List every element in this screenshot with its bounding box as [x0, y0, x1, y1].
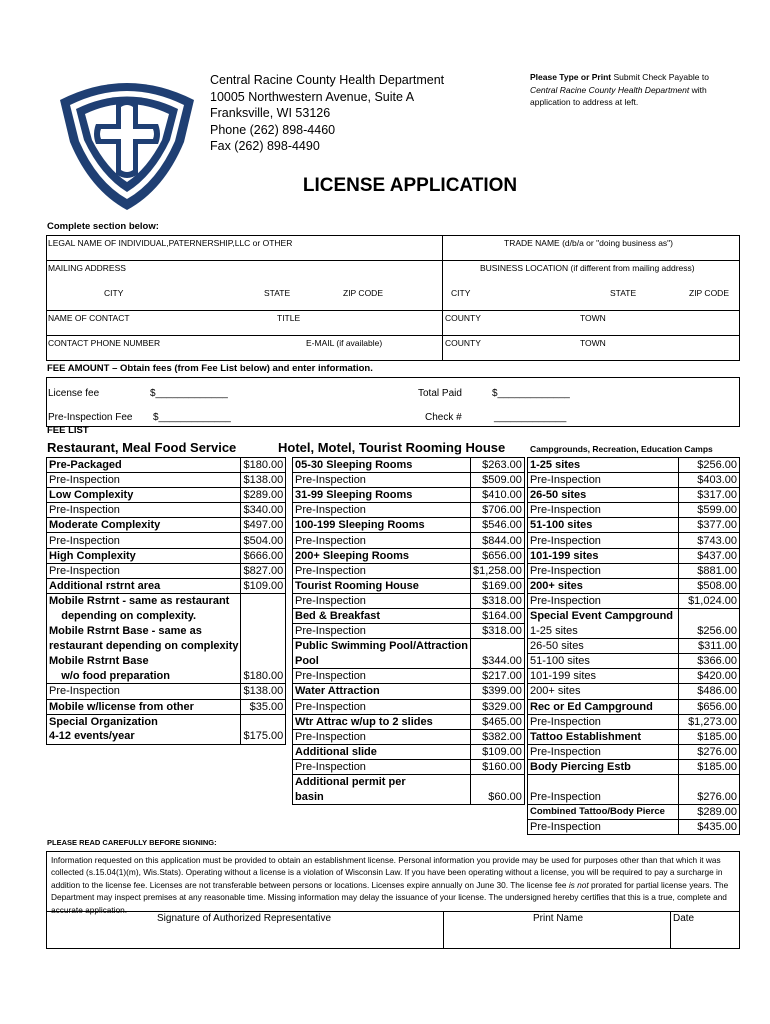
- fee-label: Tattoo Establishment: [528, 729, 679, 744]
- address-line: Central Racine County Health Department: [210, 73, 445, 87]
- fee-row: [47, 669, 286, 684]
- fee-price: $881.00: [678, 563, 739, 578]
- fee-row: [293, 654, 525, 669]
- fee-label: 101-199 sites: [528, 669, 679, 684]
- fee-row: [528, 488, 740, 503]
- fee-label: 200+ sites: [528, 578, 679, 593]
- camp-fee-table: [527, 457, 740, 835]
- fee-label: Additional slide: [293, 744, 471, 759]
- fee-price: $289.00: [241, 488, 286, 503]
- note-rest: Submit Check Payable to: [613, 72, 709, 82]
- fee-label: Pre-Inspection: [47, 533, 241, 548]
- fee-price: $318.00: [470, 593, 524, 608]
- fee-price: $138.00: [241, 473, 286, 488]
- fee-row: [528, 533, 740, 548]
- fee-row: [47, 729, 286, 744]
- fee-price: $256.00: [678, 458, 739, 473]
- fee-label: 101-199 sites: [528, 548, 679, 563]
- fee-row: [528, 805, 740, 820]
- fee-price: $497.00: [241, 518, 286, 533]
- fee-label: Additional permit per: [295, 776, 406, 789]
- fee-row: [528, 608, 740, 623]
- fee-price: [678, 608, 739, 623]
- fee-price: [241, 608, 286, 623]
- fee-price: $844.00: [470, 533, 524, 548]
- fee-price: $276.00: [678, 790, 739, 805]
- fee-price: $410.00: [470, 488, 524, 503]
- fee-row: [528, 714, 740, 729]
- fee-label: w/o food preparation: [47, 669, 241, 684]
- fee-price: [241, 654, 286, 669]
- fee-row: [528, 669, 740, 684]
- fee-label: Pre-Inspection: [293, 593, 471, 608]
- page-title: LICENSE APPLICATION: [302, 175, 518, 196]
- print-name-field[interactable]: Print Name: [533, 913, 584, 924]
- total-paid-label: Total Paid: [418, 388, 462, 399]
- fee-row: [293, 729, 525, 744]
- license-fee-input[interactable]: $_____________: [150, 388, 228, 399]
- fee-row: [293, 714, 525, 729]
- fee-label: Mobile Rstrnt - same as restaurant: [49, 595, 230, 608]
- fee-row: [47, 458, 286, 473]
- fee-row: [293, 639, 525, 654]
- fee-label: 26-50 sites: [528, 639, 679, 654]
- fee-price: $180.00: [241, 669, 286, 684]
- fee-label: 51-100 sites: [528, 654, 679, 669]
- fee-label: Pre-Inspection: [293, 473, 471, 488]
- note-italic: Central Racine County Health Department: [530, 84, 690, 95]
- fee-label: 51-100 sites: [528, 518, 679, 533]
- department-address: [210, 72, 444, 155]
- fee-price: $504.00: [241, 533, 286, 548]
- fee-price: $109.00: [470, 744, 524, 759]
- fee-row: [293, 608, 525, 623]
- fee-label: Pre-Inspection: [528, 714, 679, 729]
- fee-label: basin: [293, 790, 471, 805]
- fee-label: 200+ sites: [528, 684, 679, 699]
- note-bold: Please Type or Print: [530, 72, 612, 82]
- fee-label: Water Attraction: [293, 684, 471, 699]
- fee-price: $329.00: [470, 699, 524, 714]
- fee-amount-box: [46, 377, 740, 427]
- fee-label: Mobile Rstrnt Base - same as: [49, 625, 202, 638]
- town-field-2[interactable]: TOWN: [580, 338, 606, 348]
- fee-row: [528, 503, 740, 518]
- fee-price: $256.00: [678, 624, 739, 639]
- address-line: Fax (262) 898-4490: [210, 139, 320, 153]
- fee-price: $743.00: [678, 533, 739, 548]
- check-label: Check #: [425, 412, 462, 423]
- fee-label: Special Event Campground: [530, 610, 674, 623]
- fee-label: Tourist Rooming House: [293, 578, 471, 593]
- fee-row: [293, 488, 525, 503]
- fee-price: [470, 774, 524, 789]
- fee-row: [47, 639, 286, 654]
- fee-price: $666.00: [241, 548, 286, 563]
- signature-field[interactable]: Signature of Authorized Representative: [157, 913, 331, 924]
- fee-row: [47, 714, 286, 729]
- fee-row: [528, 473, 740, 488]
- fee-label: Pre-Inspection: [293, 669, 471, 684]
- fee-row: [293, 578, 525, 593]
- fee-row: [528, 548, 740, 563]
- fee-price: $60.00: [470, 790, 524, 805]
- fee-price: $175.00: [241, 729, 286, 744]
- fee-label: Pre-Inspection: [293, 624, 471, 639]
- legal-name-field[interactable]: LEGAL NAME OF INDIVIDUAL,PATERNERSHIP,LLC or OTHER: [48, 238, 293, 248]
- legal-text-2: prorated for partial license years. The Department may inspect premises at any reasonable time. Missing information may delay the issuance of your license. The undersigned hereby certifies that this is a true, complete and accurate application.: [51, 879, 729, 915]
- fee-label: 26-50 sites: [528, 488, 679, 503]
- fee-row: [528, 518, 740, 533]
- fee-row: [293, 790, 525, 805]
- business-state-field[interactable]: STATE: [610, 288, 637, 298]
- fee-price: $599.00: [678, 503, 739, 518]
- fee-price: $344.00: [470, 654, 524, 669]
- fee-price: $465.00: [470, 714, 524, 729]
- fee-price: $263.00: [470, 458, 524, 473]
- preinspection-fee-label: Pre-Inspection Fee: [48, 412, 133, 423]
- fee-row: [528, 654, 740, 669]
- fee-price: $509.00: [470, 473, 524, 488]
- fee-price: $435.00: [678, 820, 739, 835]
- fee-price: $340.00: [241, 503, 286, 518]
- fee-label: Bed & Breakfast: [293, 608, 471, 623]
- fee-label: Moderate Complexity: [47, 518, 241, 533]
- fee-label: High Complexity: [47, 548, 241, 563]
- legal-text-italic: is not: [568, 879, 589, 890]
- fee-label: Special Organization: [49, 715, 158, 728]
- fee-amount-heading: FEE AMOUNT – Obtain fees (from Fee List below) and enter information.: [47, 363, 373, 374]
- fee-row: [47, 518, 286, 533]
- fee-label: Pre-Inspection: [293, 699, 471, 714]
- fee-label: 4-12 events/year: [47, 729, 241, 744]
- fee-row: [47, 533, 286, 548]
- fee-label: Pre-Inspection: [528, 533, 679, 548]
- fee-row: [293, 458, 525, 473]
- fee-row: [528, 774, 740, 789]
- fee-price: $138.00: [241, 684, 286, 699]
- camp-heading: Campgrounds, Recreation, Education Camps: [530, 444, 713, 454]
- fee-row: [293, 744, 525, 759]
- contact-name-field[interactable]: NAME OF CONTACT: [48, 313, 130, 323]
- fee-label: Pre-Inspection: [47, 503, 241, 518]
- fee-price: $382.00: [470, 729, 524, 744]
- check-input[interactable]: _____________: [494, 412, 567, 423]
- fee-price: $180.00: [241, 458, 286, 473]
- fee-row: [293, 669, 525, 684]
- business-city-field[interactable]: CITY: [451, 288, 471, 298]
- fee-row: [47, 654, 286, 669]
- fee-price: $366.00: [678, 654, 739, 669]
- fee-row: [293, 593, 525, 608]
- fee-row: [47, 624, 286, 639]
- fee-price: $164.00: [470, 608, 524, 623]
- fee-row: [528, 729, 740, 744]
- fee-price: [678, 774, 739, 789]
- fee-label: 31-99 Sleeping Rooms: [293, 488, 471, 503]
- fee-row: [293, 699, 525, 714]
- fee-row: [528, 578, 740, 593]
- fee-price: $311.00: [678, 639, 739, 654]
- preinspection-fee-input[interactable]: $_____________: [153, 412, 231, 423]
- mailing-address-field[interactable]: MAILING ADDRESS: [48, 263, 126, 273]
- fee-row: [47, 503, 286, 518]
- fee-row: [528, 624, 740, 639]
- fee-label: 200+ Sleeping Rooms: [293, 548, 471, 563]
- fee-label: 1-25 sites: [528, 458, 679, 473]
- fee-price: $185.00: [678, 729, 739, 744]
- fee-price: $486.00: [678, 684, 739, 699]
- address-line: 10005 Northwestern Avenue, Suite A: [210, 89, 415, 104]
- zip-field[interactable]: ZIP CODE: [343, 288, 383, 298]
- fee-price: $546.00: [470, 518, 524, 533]
- fee-label: Pre-Inspection: [528, 593, 679, 608]
- fee-label: Pre-Inspection: [47, 563, 241, 578]
- fee-label: 100-199 Sleeping Rooms: [293, 518, 471, 533]
- fee-price: $656.00: [678, 699, 739, 714]
- email-field[interactable]: E-MAIL (if available): [306, 338, 383, 348]
- fee-price: $437.00: [678, 548, 739, 563]
- fee-label: Pre-Inspection: [528, 503, 679, 518]
- fee-price: $1,258.00: [470, 563, 524, 578]
- fee-label: Pre-Inspection: [47, 684, 241, 699]
- fee-label: Pre-Inspection: [293, 503, 471, 518]
- fee-price: $160.00: [470, 759, 524, 774]
- restaurant-heading: Restaurant, Meal Food Service: [47, 440, 237, 455]
- legal-text-1: Information requested on this application must be provided to obtain an establishment license. Personal information you provide may be used for purposes other than that which it was collected (s.15.04(1)(m), Wis.Stats). Operating without a license is a violation of Wisconsin Law. If you have been operating without a license, you will be required to pay a surcharge in addition to the license fee. Licenses are not transferable between persons or locations. Licenses expire annually on June 30. The license fee: [51, 855, 723, 890]
- fee-label: Pre-Inspection: [293, 563, 471, 578]
- fee-row: [47, 608, 286, 623]
- hotel-fee-table: [292, 457, 525, 805]
- fee-label: Pre-Packaged: [47, 458, 241, 473]
- fee-label: restaurant depending on complexity: [49, 640, 239, 653]
- county-field-2[interactable]: COUNTY: [445, 338, 481, 348]
- fee-price: $1,273.00: [678, 714, 739, 729]
- fee-price: $420.00: [678, 669, 739, 684]
- fee-label: Pre-Inspection: [293, 533, 471, 548]
- note-last: application to address at left.: [530, 97, 639, 107]
- fee-price: [470, 639, 524, 654]
- fee-label: Pre-Inspection: [293, 729, 471, 744]
- fee-row: [47, 488, 286, 503]
- fee-row: [47, 699, 286, 714]
- fee-price: $656.00: [470, 548, 524, 563]
- fee-row: [528, 699, 740, 714]
- fee-price: $217.00: [470, 669, 524, 684]
- fee-label: Pre-Inspection: [293, 759, 471, 774]
- fee-label: Mobile Rstrnt Base: [49, 655, 149, 668]
- fee-row: [47, 578, 286, 593]
- fee-price: $1,024.00: [678, 593, 739, 608]
- city-field[interactable]: CITY: [104, 288, 124, 298]
- fee-price: $185.00: [678, 759, 739, 774]
- fee-label: Public Swimming Pool/Attraction: [295, 640, 468, 653]
- fee-price: $399.00: [470, 684, 524, 699]
- date-field[interactable]: Date: [673, 913, 695, 924]
- section-heading: Complete section below:: [47, 221, 159, 232]
- fee-label: Pre-Inspection: [528, 790, 679, 805]
- contact-phone-field[interactable]: CONTACT PHONE NUMBER: [48, 338, 161, 348]
- fee-label: Mobile w/license from other: [47, 699, 241, 714]
- fee-price: $35.00: [241, 699, 286, 714]
- fee-row: [293, 518, 525, 533]
- fee-label: Combined Tattoo/Body Pierce: [528, 805, 679, 820]
- fee-row: [528, 790, 740, 805]
- fee-label: 1-25 sites: [528, 624, 679, 639]
- fee-row: [293, 563, 525, 578]
- fee-row: [528, 593, 740, 608]
- fee-row: [47, 548, 286, 563]
- fee-row: [293, 533, 525, 548]
- fee-row: [528, 684, 740, 699]
- fee-label: Pre-Inspection: [528, 820, 679, 835]
- fee-price: [241, 624, 286, 639]
- fee-price: $403.00: [678, 473, 739, 488]
- fee-label: Wtr Attrac w/up to 2 slides: [293, 714, 471, 729]
- fee-row: [47, 593, 286, 608]
- fee-list-heading: FEE LIST: [47, 425, 89, 436]
- fee-label: Pre-Inspection: [528, 744, 679, 759]
- fee-label: Additional rstrnt area: [47, 578, 241, 593]
- fee-price: $508.00: [678, 578, 739, 593]
- contact-title-field[interactable]: TITLE: [277, 313, 301, 323]
- fee-price: $317.00: [678, 488, 739, 503]
- state-field[interactable]: STATE: [264, 288, 291, 298]
- town-field[interactable]: TOWN: [580, 313, 606, 323]
- fee-label: Rec or Ed Campground: [528, 699, 679, 714]
- fee-price: $276.00: [678, 744, 739, 759]
- fee-price: $827.00: [241, 563, 286, 578]
- hotel-heading: Hotel, Motel, Tourist Rooming House: [278, 440, 506, 455]
- trade-name-field[interactable]: TRADE NAME (d/b/a or "doing business as"): [504, 238, 674, 248]
- fee-row: [528, 759, 740, 774]
- restaurant-fee-table: [46, 457, 286, 745]
- fee-price: $169.00: [470, 578, 524, 593]
- fee-row: [293, 759, 525, 774]
- fee-row: [47, 473, 286, 488]
- fee-row: [47, 563, 286, 578]
- fee-row: [47, 684, 286, 699]
- note-after-italic: with: [691, 84, 707, 95]
- signing-heading: PLEASE READ CAREFULLY BEFORE SIGNING:: [47, 838, 217, 847]
- legal-notice: [46, 851, 740, 949]
- fee-price: [241, 714, 286, 729]
- fee-label: Pre-Inspection: [47, 473, 241, 488]
- fee-label: Pre-Inspection: [528, 563, 679, 578]
- license-fee-label: License fee: [48, 388, 100, 399]
- fee-label: Pre-Inspection: [528, 473, 679, 488]
- fee-price: $109.00: [241, 578, 286, 593]
- fee-row: [528, 639, 740, 654]
- fee-price: [241, 593, 286, 608]
- fee-label: Body Piercing Estb: [528, 759, 679, 774]
- fee-row: [293, 774, 525, 789]
- submission-note: [530, 71, 760, 109]
- fee-label: depending on complexity.: [49, 609, 197, 622]
- fee-label: Pool: [293, 654, 471, 669]
- fee-row: [293, 548, 525, 563]
- fee-row: [293, 624, 525, 639]
- fee-price: $289.00: [678, 805, 739, 820]
- fee-row: [528, 458, 740, 473]
- address-line: Phone (262) 898-4460: [210, 122, 336, 137]
- address-line: Franksville, WI 53126: [210, 106, 331, 120]
- fee-row: [293, 684, 525, 699]
- county-field[interactable]: COUNTY: [445, 313, 481, 323]
- fee-label: [528, 774, 679, 789]
- total-paid-input[interactable]: $_____________: [492, 388, 570, 399]
- fee-row: [293, 473, 525, 488]
- fee-row: [293, 503, 525, 518]
- fee-price: [241, 639, 286, 654]
- fee-row: [528, 744, 740, 759]
- fee-label: 05-30 Sleeping Rooms: [293, 458, 471, 473]
- fee-price: $318.00: [470, 624, 524, 639]
- business-zip-field[interactable]: ZIP CODE: [689, 288, 729, 298]
- fee-row: [528, 820, 740, 835]
- fee-price: $377.00: [678, 518, 739, 533]
- business-location-field[interactable]: BUSINESS LOCATION (if different from mailing address): [480, 263, 695, 273]
- fee-price: $706.00: [470, 503, 524, 518]
- fee-label: Low Complexity: [47, 488, 241, 503]
- fee-row: [528, 563, 740, 578]
